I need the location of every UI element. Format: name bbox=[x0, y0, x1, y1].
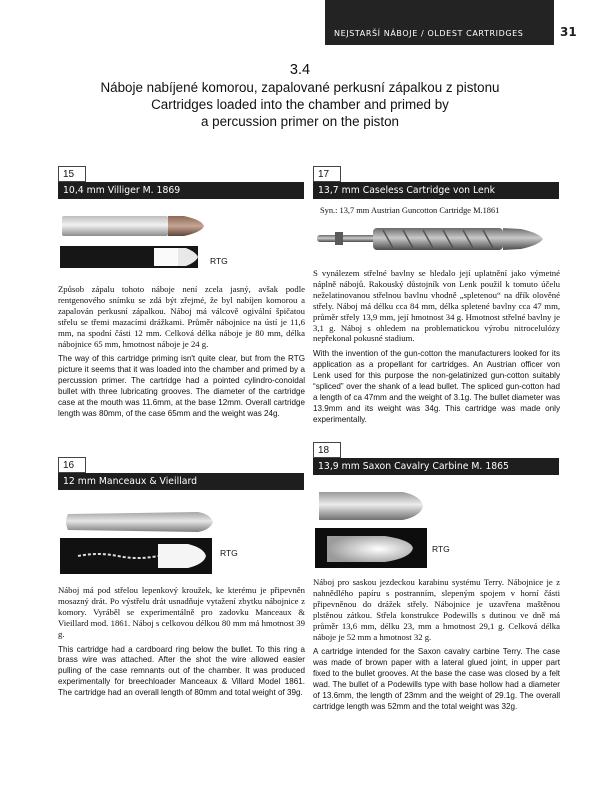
section-title-cz: Náboje nabíjené komorou, zapalované perkusní zápalkou z pistonu bbox=[100, 80, 500, 95]
entry-title-18: 13,9 mm Saxon Cavalry Carbine M. 1865 bbox=[313, 458, 559, 475]
section-number: 3.4 bbox=[289, 62, 311, 78]
entry-text-en-16: This cartridge had a cardboard ring below the bullet. To this ring a brass wire was attached. After the shot the wire allowed easier pulling of the case remnants out of the chamber. It was produced experimentally for breechloader Manceaux & Villard Model 1861. The cartridge had an overall length of 80mm and total weight of 39g. bbox=[58, 644, 305, 698]
entry-title-17: 13,7 mm Caseless Cartridge von Lenk bbox=[313, 182, 559, 199]
entry-text-15 bbox=[58, 284, 305, 420]
page-number: 31 bbox=[560, 25, 577, 39]
rtg-label-15: RTG bbox=[210, 256, 228, 266]
section-heading bbox=[60, 62, 540, 130]
entry-text-18 bbox=[313, 577, 560, 713]
entry-text-cz-18: Náboj pro saskou jezdeckou karabinu systému Terry. Nábojnice je z nahnědlého papíru s postranním, slepeným spojem v horní části připevněnou do drážek střely. Nábojnice je uzavřena maštěnou plstěnou zátkou. Střela konstrukce Podewills s dutinou ve dně má průměr 13,6 mm, délku 23, mm a hmotnost 29,1 g. Celková délka náboje je 52 mm a hmotnost 32 g. bbox=[313, 577, 560, 642]
entry-number-16: 16 bbox=[58, 457, 86, 473]
cartridge-photo-villiger bbox=[58, 206, 218, 276]
rtg-label-16: RTG bbox=[220, 548, 238, 558]
running-header-bar bbox=[325, 0, 554, 45]
entry-text-cz-16: Náboj má pod střelou lepenkový kroužek, ke kterému je připevněn mosazný drát. Po výstřelu drát usnadňuje vytažení zbytku nábojnice z komory. Vyráběl se experimentálně pro zadovku Manceaux & Vieillard mod. 1861. Náboj s celkovou délkou 80 mm má hmotnost 39 g. bbox=[58, 585, 305, 639]
entry-title-15: 10,4 mm Villiger M. 1869 bbox=[58, 182, 304, 199]
entry-synonym-17: Syn.: 13,7 mm Austrian Guncotton Cartridge M.1861 bbox=[320, 206, 500, 215]
entry-number-18: 18 bbox=[313, 442, 341, 458]
entry-number-15: 15 bbox=[58, 166, 86, 182]
cartridge-photo-lenk bbox=[313, 220, 563, 260]
entry-text-16 bbox=[58, 585, 305, 699]
entry-text-17 bbox=[313, 268, 560, 426]
entry-text-en-17: With the invention of the gun-cotton the manufacturers looked for its application as a propellant for cartridges. An Austrian officer von Lenk used for this purpose the non-gelatinized gun-cotton suitably “spliced” over the shank of a lead bullet. The spliced gun-cotton had a length of ca 47mm and the weight of 3.1g. The bullet diameter was 13.9mm and its weight was 34g. This cartridge was made only experimentally. bbox=[313, 349, 560, 424]
section-title-en-line2: a percussion primer on the piston bbox=[201, 114, 399, 129]
entry-text-en-18: A cartridge intended for the Saxon cavalry carbine Terry. The case was made of brown paper with a lateral glued joint, in upper part fixed to the bullet grooves. At the base the case was closed by a felt wad. The bullet of a Podewills type with base hollow had a diameter of 13.6mm, the length of 23mm and the weight of 29.1g. The overall cartridge length was 52mm and the total weight was 32g. bbox=[313, 647, 560, 711]
rtg-label-18: RTG bbox=[432, 544, 450, 554]
cartridge-photo-saxon bbox=[313, 484, 433, 574]
entry-number-17: 17 bbox=[313, 166, 341, 182]
section-title-en-line1: Cartridges loaded into the chamber and primed by bbox=[151, 97, 449, 112]
entry-text-cz-15: Způsob zápalu tohoto náboje není zcela jasný, avšak podle rentgenového snímku se zdá být zřejmé, že byl nabíjen komorou a zapalován perkusní zápalkou. Náboj má válcově ogivální špičatou střelu se třemi mazacími drážkami. Průměr nábojnice na ústí je 11,6 mm, na spodní části 12 mm. Celková délka náboje je 80 mm, délka nábojnice 65 mm, hmotnost náboje je 24 g. bbox=[58, 284, 305, 349]
entry-text-cz-17: S vynálezem střelné bavlny se hledalo její uplatnění jako výmetné náplně nábojů. Rakouský důstojník von Lenk použil k tomuto účelu neželatinovanou střelnou bavlnu vhodně „spletenou“ na dřík olověné střely. Náboj má délku cca 84 mm, délka spletené bavlny cca 47 mm, průměr střely 13,9 mm, její hmotnost 34 g. Hmotnost střelné bavlny je 3,1 g. Náboj s ohledem na problematickou výrobu nitrocelulózy nepřekonal pokusné stadium. bbox=[313, 268, 560, 344]
entry-text-en-15: The way of this cartridge priming isn't quite clear, but from the RTG picture it seems that it was loaded into the chamber and primed by a percussion primer. The cartridge had a pointed cylindro-conoidal bullet with three lubricating grooves. The diameter of the cartridge case at the mouth was 11.6mm, at the base 12mm. Overall cartridge length was 80mm, of the case 65mm and the weight was 24g. bbox=[58, 354, 305, 418]
cartridge-photo-manceaux bbox=[58, 500, 218, 578]
running-title: NEJSTARŠÍ NÁBOJE / OLDEST CARTRIDGES bbox=[334, 29, 524, 38]
entry-title-16: 12 mm Manceaux & Vieillard bbox=[58, 473, 304, 490]
